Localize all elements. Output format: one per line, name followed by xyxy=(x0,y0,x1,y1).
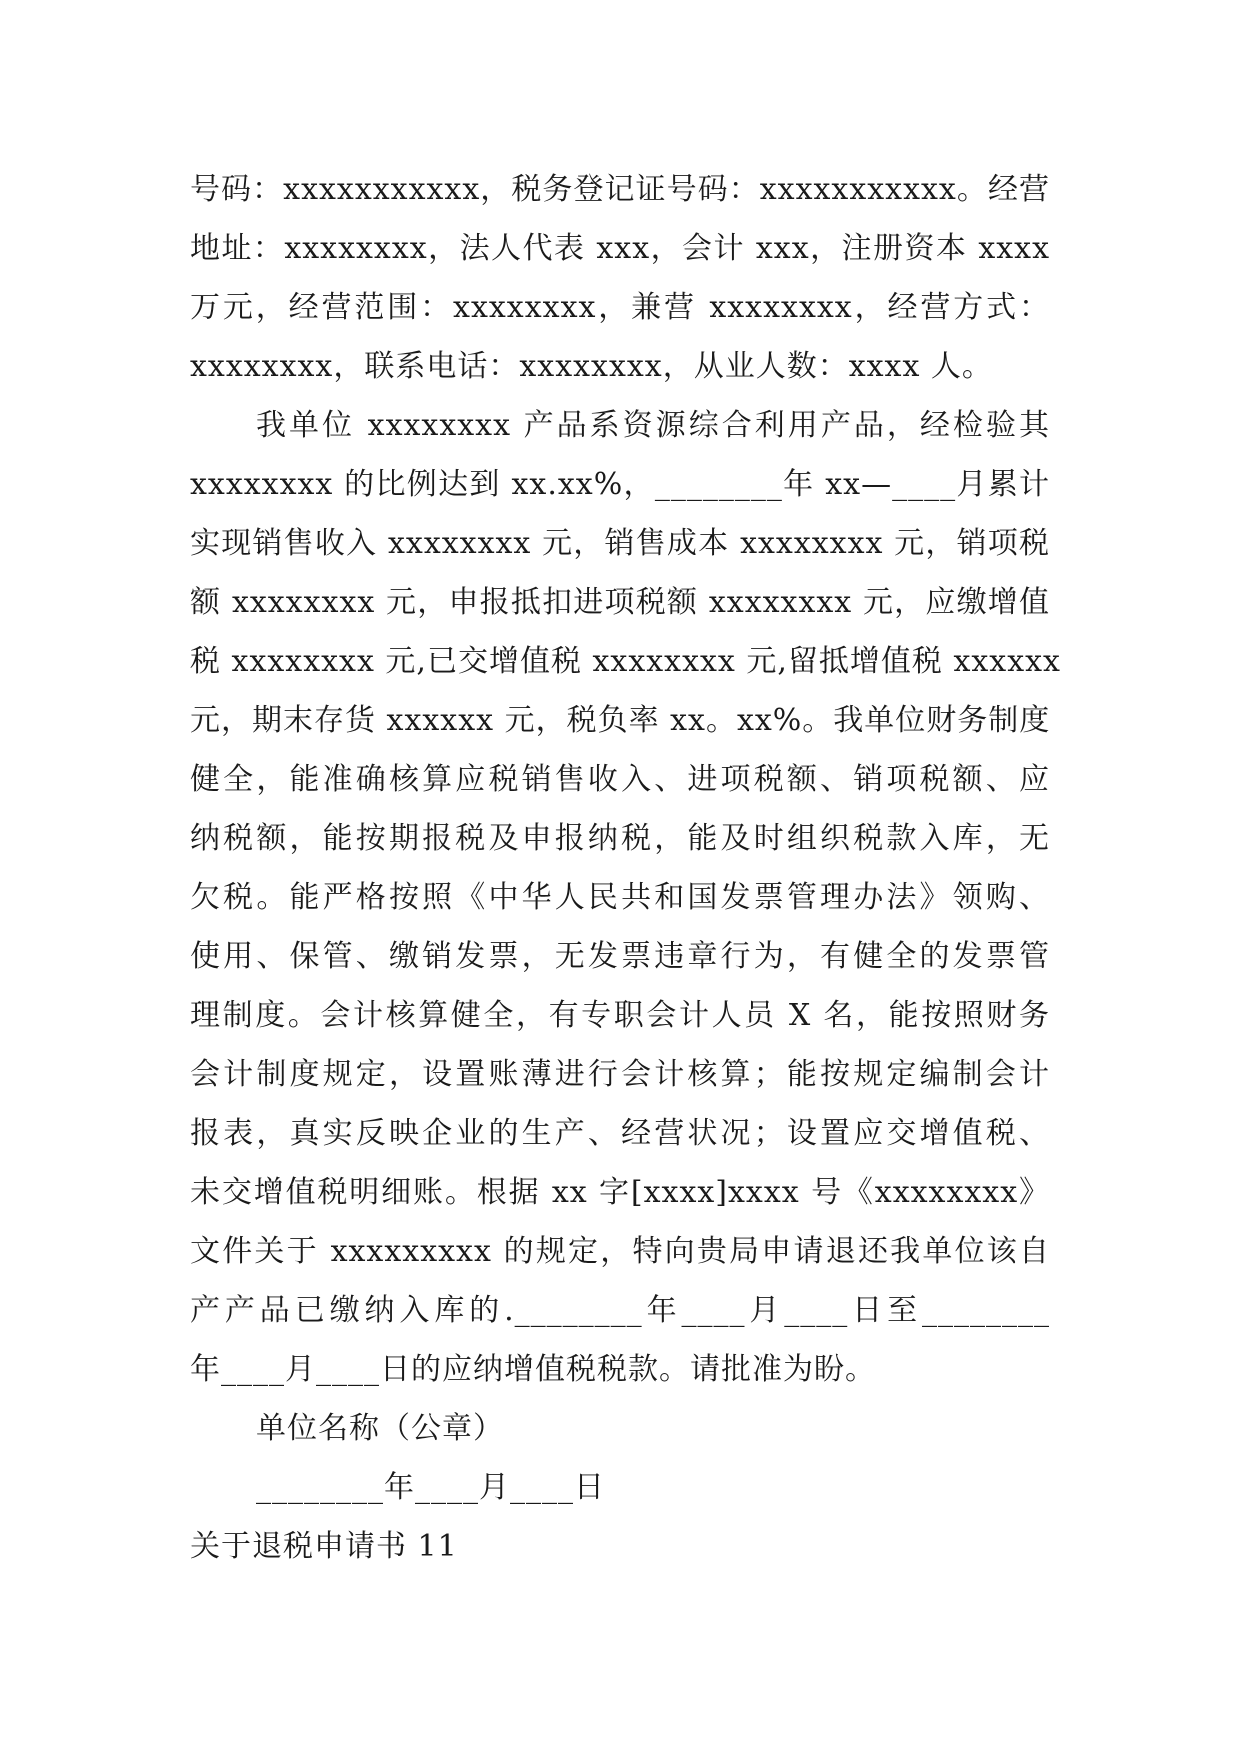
text-line: 税 xxxxxxxx 元,已交增值税 xxxxxxxx 元,留抵增值税 xxxxxx xyxy=(190,644,1061,679)
signature-date: ________年____月____日 xyxy=(256,1470,605,1505)
text-line: 报表，真实反映企业的生产、经营状况；设置应交增值税、 xyxy=(190,1116,1050,1151)
text-line: xxxxxxxx 的比例达到 xx.xx%，________年 xx—____月累计 xyxy=(190,467,1050,502)
text-line: 地址：xxxxxxxx，法人代表 xxx，会计 xxx，注册资本 xxxx xyxy=(190,231,1050,266)
text-line: 欠税。能严格按照《中华人民共和国发票管理办法》领购、 xyxy=(190,880,1050,915)
section-heading: 关于退税申请书 11 xyxy=(190,1529,458,1564)
paragraph-first-line: 我单位 xxxxxxxx 产品系资源综合利用产品，经检验其 xyxy=(256,408,1050,443)
text-line: 年____月____日的应纳增值税税款。请批准为盼。 xyxy=(190,1352,876,1387)
text-line: 理制度。会计核算健全，有专职会计人员 X 名，能按照财务 xyxy=(190,998,1050,1033)
text-line: 健全，能准确核算应税销售收入、进项税额、销项税额、应 xyxy=(190,762,1050,797)
text-line: 产产品已缴纳入库的.________年____月____日至________ xyxy=(190,1293,1050,1328)
text-line: 元，期末存货 xxxxxx 元，税负率 xx。xx%。我单位财务制度 xyxy=(190,703,1051,738)
text-line: 实现销售收入 xxxxxxxx 元，销售成本 xxxxxxxx 元，销项税 xyxy=(190,526,1050,561)
text-line: 号码：xxxxxxxxxxx，税务登记证号码：xxxxxxxxxxx。经营 xyxy=(190,172,1050,207)
document-body xyxy=(190,160,1061,1576)
text-line: 文件关于 xxxxxxxxx 的规定，特向贵局申请退还我单位该自 xyxy=(190,1234,1050,1269)
signature-unit-name: 单位名称（公章） xyxy=(256,1411,504,1446)
text-line: 纳税额，能按期报税及申报纳税，能及时组织税款入库，无 xyxy=(190,821,1050,856)
text-line: xxxxxxxx，联系电话：xxxxxxxx，从业人数：xxxx 人。 xyxy=(190,349,993,384)
text-line: 使用、保管、缴销发票，无发票违章行为，有健全的发票管 xyxy=(190,939,1050,974)
text-line: 额 xxxxxxxx 元，申报抵扣进项税额 xxxxxxxx 元，应缴增值 xyxy=(190,585,1050,620)
text-line: 万元，经营范围：xxxxxxxx，兼营 xxxxxxxx，经营方式： xyxy=(190,290,1050,325)
text-line: 会计制度规定，设置账薄进行会计核算；能按规定编制会计 xyxy=(190,1057,1050,1092)
text-line: 未交增值税明细账。根据 xx 字[xxxx]xxxx 号《xxxxxxxx》 xyxy=(190,1175,1050,1210)
